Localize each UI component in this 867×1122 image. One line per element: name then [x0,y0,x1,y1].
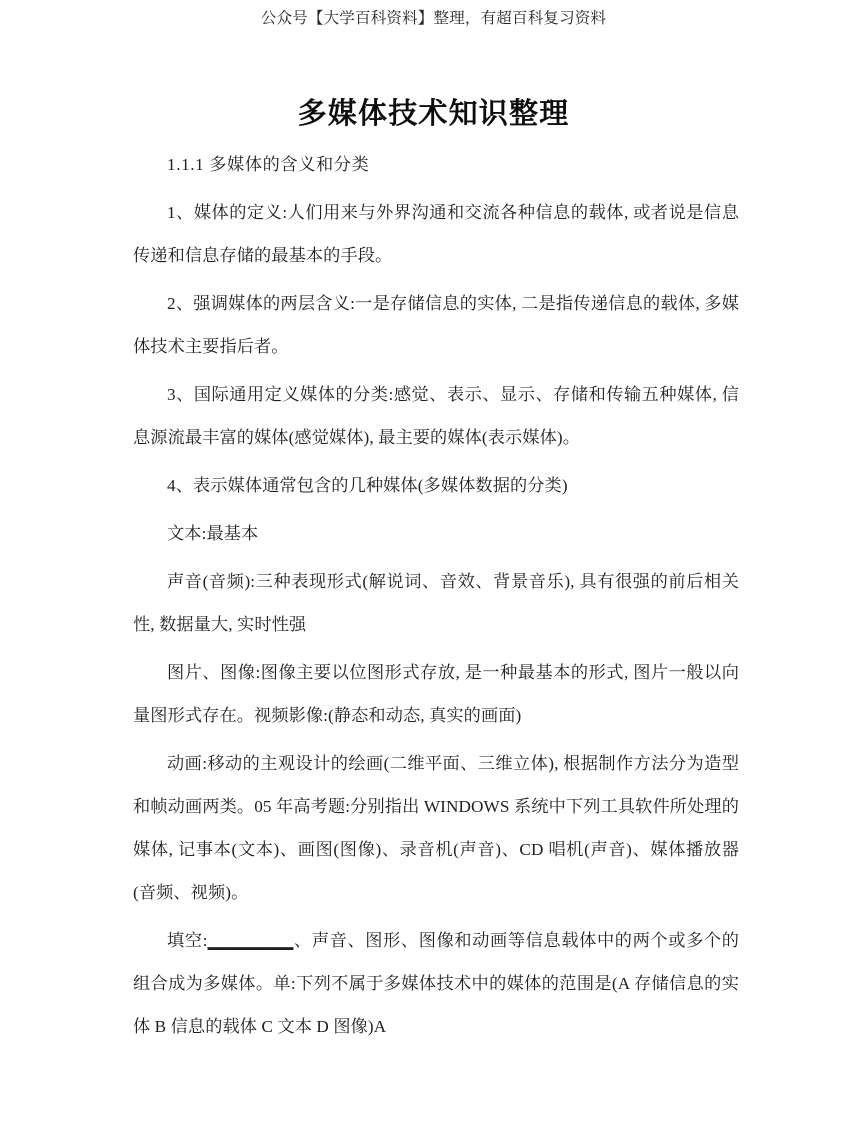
paragraph-audio-media: 声音(音频):三种表现形式(解说词、音效、背景音乐), 具有很强的前后相关性, 数据量大, 实时性强 [133,572,739,634]
paragraph-animation-media: 动画:移动的主观设计的绘画(二维平面、三维立体), 根据制作方法分为造型和帧动画两类。05 年高考题:分别指出 WINDOWS 系统中下列工具软件所处理的媒体, 记事本(文本)、画图(图像)、录音机(声音)、CD 唱机(声音)、媒体播放器(音频、视频)。 [133,754,739,902]
fill-in-blank-suffix: 、声音、图形、图像和动画等信息载体中的两个或多个的组合成为多媒体。单:下列不属于多媒体技术中的媒体的范围是(A 存储信息的实体 B 信息的载体 C 文本 D 图像)A [133,931,739,1036]
running-header: 公众号【大学百科资料】整理，有超百科复习资料 [260,10,607,27]
paragraph-item-2: 2、强调媒体的两层含义:一是存储信息的实体, 二是指传递信息的载体, 多媒体技术主要指后者。 [133,294,739,356]
paragraph-text-media: 文本:最基本 [167,524,259,543]
document-body [133,143,739,1053]
paragraph-item-4: 4、表示媒体通常包含的几种媒体(多媒体数据的分类) [167,476,568,495]
fill-in-blank-prefix: 填空: [167,931,208,950]
paragraph-item-1: 1、媒体的定义:人们用来与外界沟通和交流各种信息的载体, 或者说是信息传递和信息存储的最基本的手段。 [133,203,739,265]
paragraph-image-media: 图片、图像:图像主要以位图形式存放, 是一种最基本的形式, 图片一般以向量图形式存在。视频影像:(静态和动态, 真实的画面) [133,663,739,725]
section-heading-1-1-1: 1.1.1 多媒体的含义和分类 [167,155,370,174]
page-title: 多媒体技术知识整理 [297,98,570,131]
paragraph-fill-in-blank [133,919,739,1048]
fill-in-blank-underline: __________ [207,931,294,950]
paragraph-item-3: 3、国际通用定义媒体的分类:感觉、表示、显示、存储和传输五种媒体, 信息源流最丰富的媒体(感觉媒体), 最主要的媒体(表示媒体)。 [133,385,739,447]
